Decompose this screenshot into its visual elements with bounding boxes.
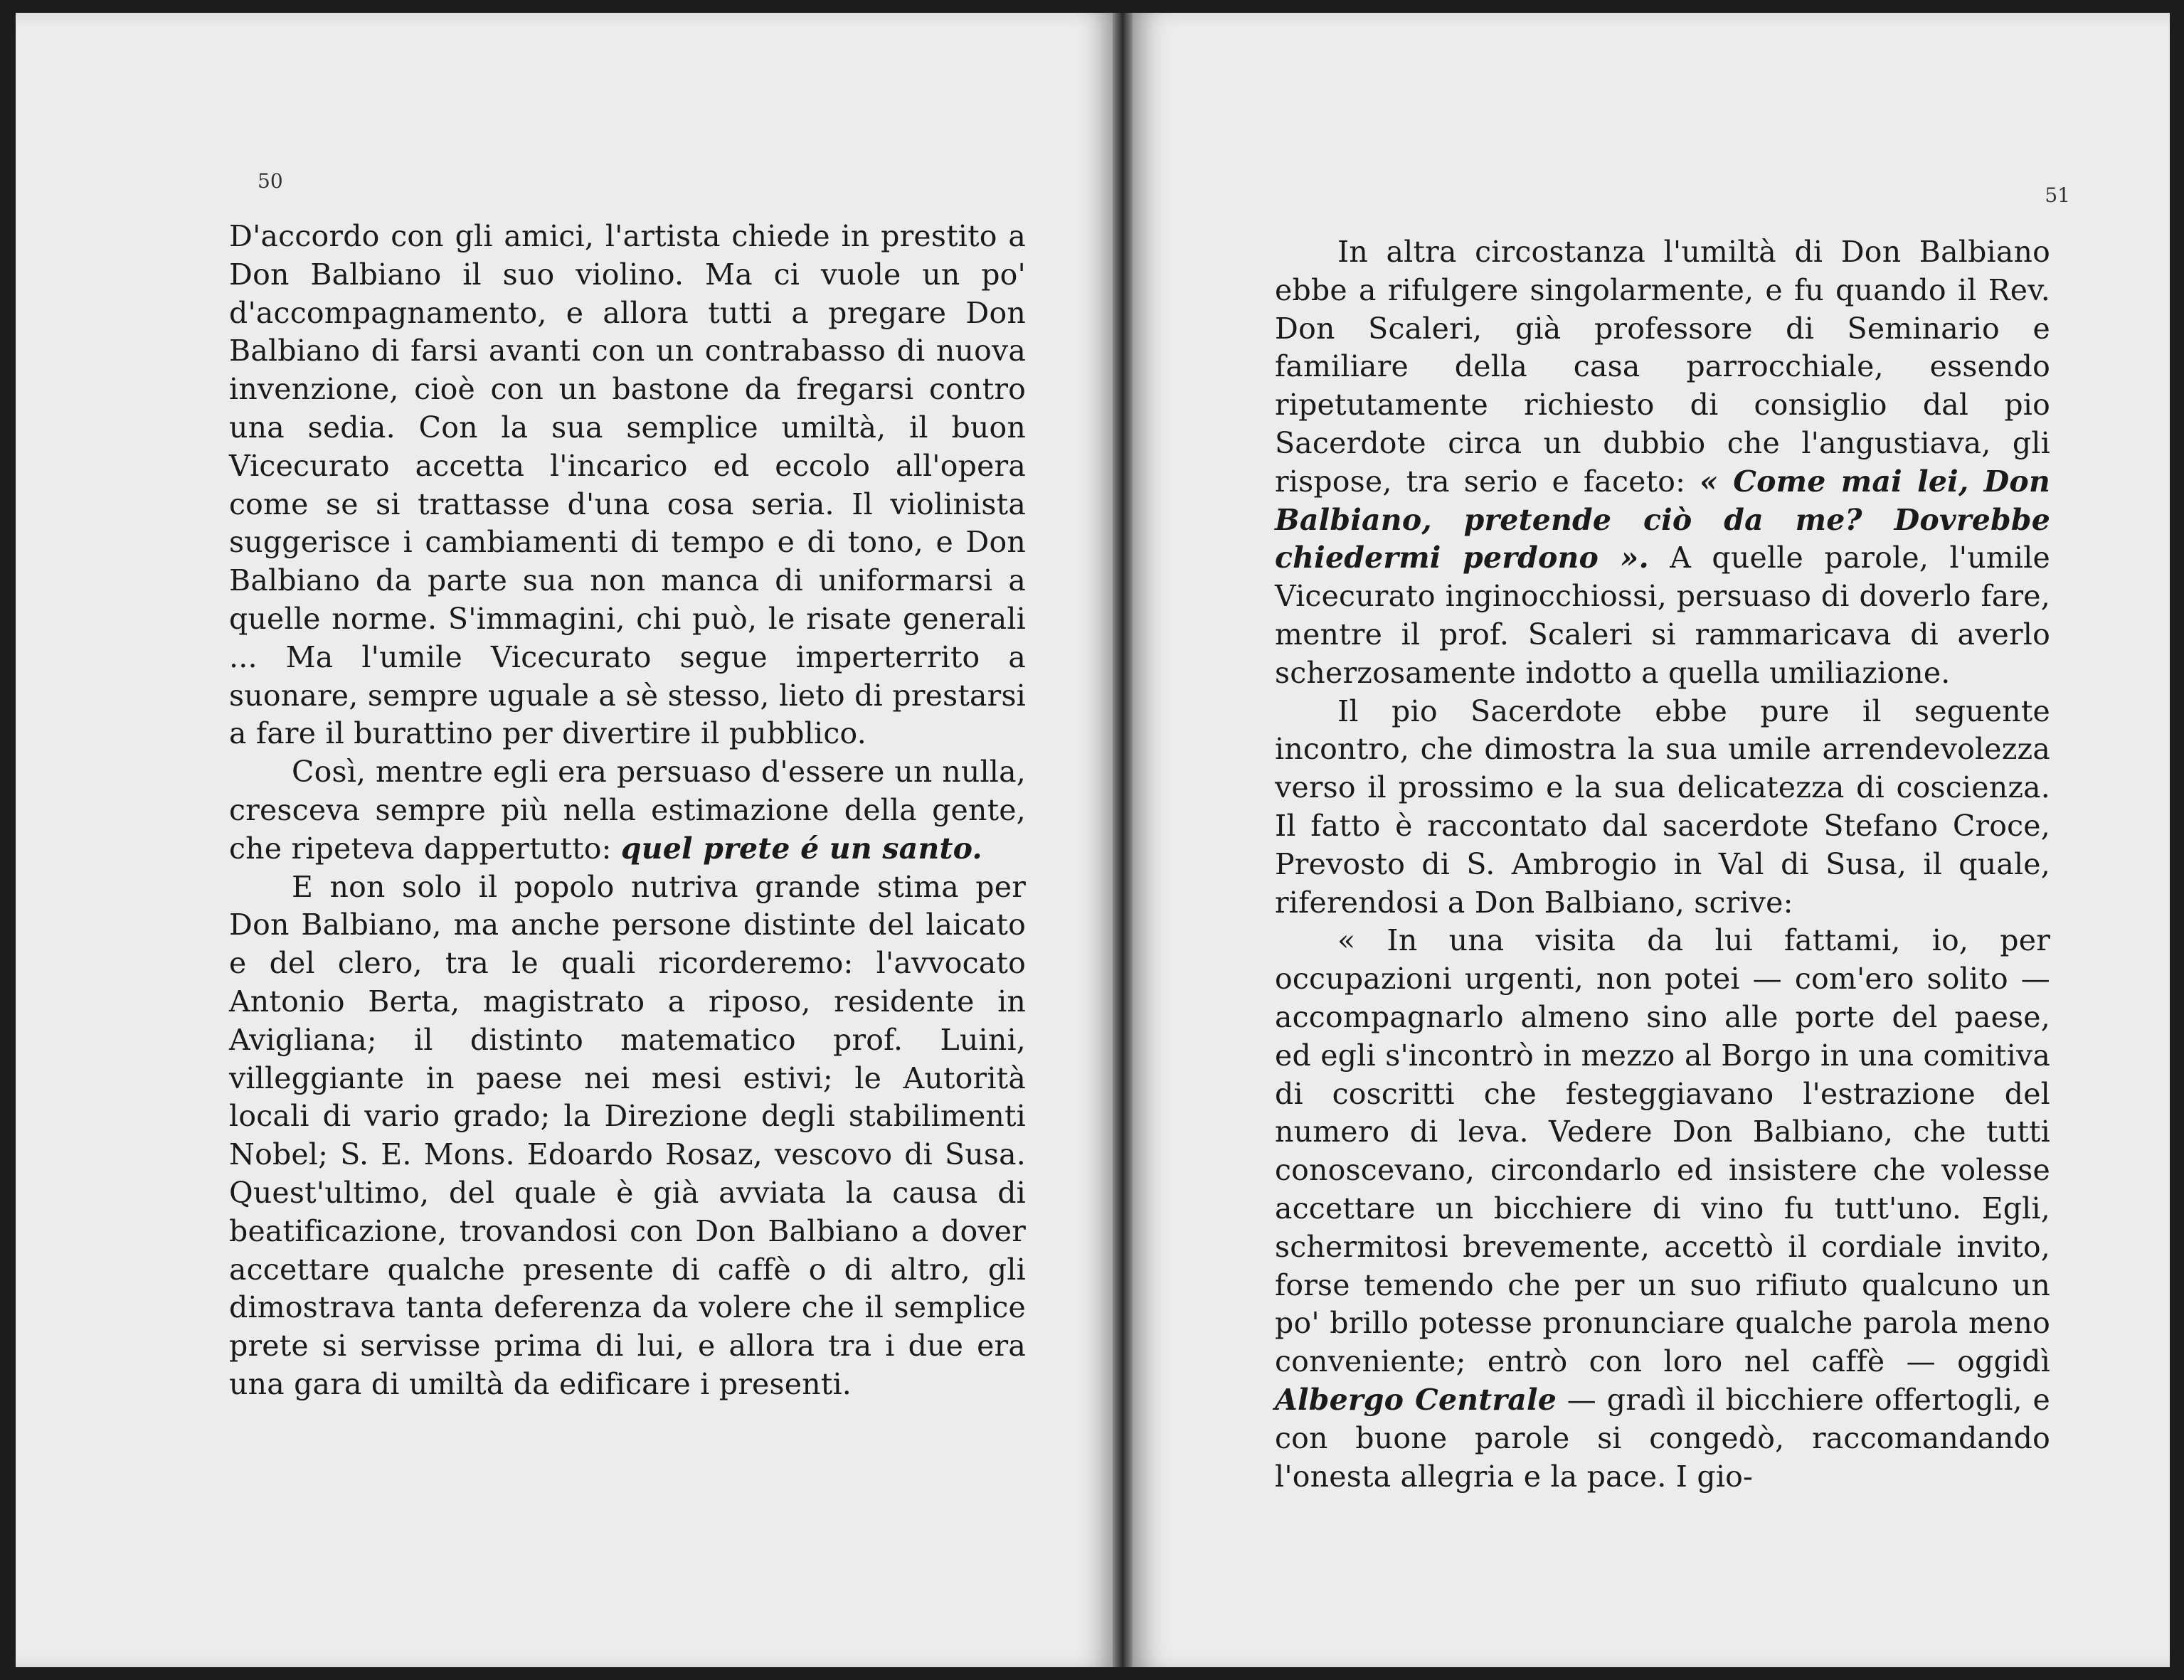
text-run: « In una visita da lui fattami, io, per occupazioni urgenti, non potei — com'ero solito — accompagnarlo almeno sino alle porte del paese, ed egli s'incontrò in mezzo al Borgo in una comitiva di coscritti che festeggiavano l'estrazione del numero di leva. Vedere Don Balbiano, che tutti conoscevano, circondarlo ed insistere che volesse accettare un bicchiere di vino fu tutt'uno. Egli, schermitosi brevemente, accettò il cordiale invito, forse temendo che per un suo rifiuto qualcuno un po' brillo potesse pronunciare qualche parola meno conveniente; entrò con loro nel caffè — oggidì [1275, 923, 2050, 1379]
text-run: Così, mentre egli era persuaso d'essere un nulla, cresceva sempre più nella estimazione della gente, che ripeteva dappertutto: [229, 755, 1026, 866]
paragraph [229, 218, 1026, 753]
paragraph [1275, 693, 2050, 923]
text-run: D'accordo con gli amici, l'artista chiede in prestito a Don Balbiano il suo violino. Ma ci vuole un po' d'accompagnamento, e allora tutti a pregare Don Balbiano di farsi avanti con un contrabasso di nuova invenzione, cioè con un bastone da fregarsi contro una sedia. Con la sua semplice umiltà, il buon Vicecurato accetta l'incarico ed eccolo all'opera come se si trattasse d'una cosa seria. Il violinista suggerisce i cambiamenti di tempo e di tono, e Don Balbiano da parte sua non manca di uniformarsi a quelle norme. S'immagini, chi può, le risate generali ... Ma l'umile Vicecurato segue imperterrito a suonare, sempre uguale a sè stesso, lieto di prestarsi a fare il burattino per divertire il pubblico. [229, 219, 1026, 751]
italic-text-run: Albergo Centrale [1275, 1382, 1557, 1417]
text-run: — gradì il bicchiere offertogli, e con buone parole si congedò, raccomandando l'onesta allegria e la pace. I gio- [1275, 1382, 2050, 1494]
left-page [16, 13, 1113, 1667]
text-run: Il pio Sacerdote ebbe pure il seguente incontro, che dimostra la sua umile arrendevolezza verso il prossimo e la sua delicatezza di coscienza. Il fatto è raccontato dal sacerdote Stefano Croce, Prevosto di S. Ambrogio in Val di Susa, il quale, riferendosi a Don Balbiano, scrive: [1275, 693, 2050, 920]
paragraph [229, 753, 1026, 868]
left-page-text [229, 218, 1026, 1404]
italic-text-run: « Come mai lei, Don Balbiano, pretende ciò da me? Dovrebbe chiedermi perdono ». [1275, 464, 2050, 575]
italic-text-run: quel prete é un santo. [620, 831, 982, 866]
book-spread [16, 13, 2170, 1667]
page-number-left: 50 [258, 169, 283, 193]
right-page-text [1275, 233, 2050, 1496]
text-run: E non solo il popolo nutriva grande stima per Don Balbiano, ma anche persone distinte del laicato e del clero, tra le quali ricorderemo: l'avvocato Antonio Berta, magistrato a riposo, residente in Avigliana; il distinto matematico prof. Luini, villeggiante in paese nei mesi estivi; le Autorità locali di vario grado; la Direzione degli stabilimenti Nobel; S. E. Mons. Edoardo Rosaz, vescovo di Susa. Quest'ultimo, del quale è già avviata la causa di beatificazione, trovandosi con Don Balbiano a dover accettare qualche presente di caffè o di altro, gli dimostrava tanta deferenza da volere che il semplice prete si servisse prima di lui, e allora tra i due era una gara di umiltà da edificare i presenti. [229, 869, 1026, 1401]
paragraph [1275, 233, 2050, 693]
right-page [1133, 13, 2170, 1667]
text-run: A quelle parole, l'umile Vicecurato inginocchiossi, persuaso di doverlo fare, mentre il prof. Scaleri si rammaricava di averlo scherzosamente indotto a quella umiliazione. [1275, 541, 2051, 690]
text-run: In altra circostanza l'umiltà di Don Balbiano ebbe a rifulgere singolarmente, e fu quando il Rev. Don Scaleri, già professore di Seminario e familiare della casa parrocchiale, essendo ripetutamente richiesto di consiglio dal pio Sacerdote circa un dubbio che l'angustiava, gli rispose, tra serio e faceto: [1275, 235, 2050, 499]
book-gutter [1113, 13, 1133, 1667]
paragraph [1275, 922, 2050, 1496]
page-number-right: 51 [2045, 184, 2070, 207]
paragraph [229, 868, 1026, 1404]
